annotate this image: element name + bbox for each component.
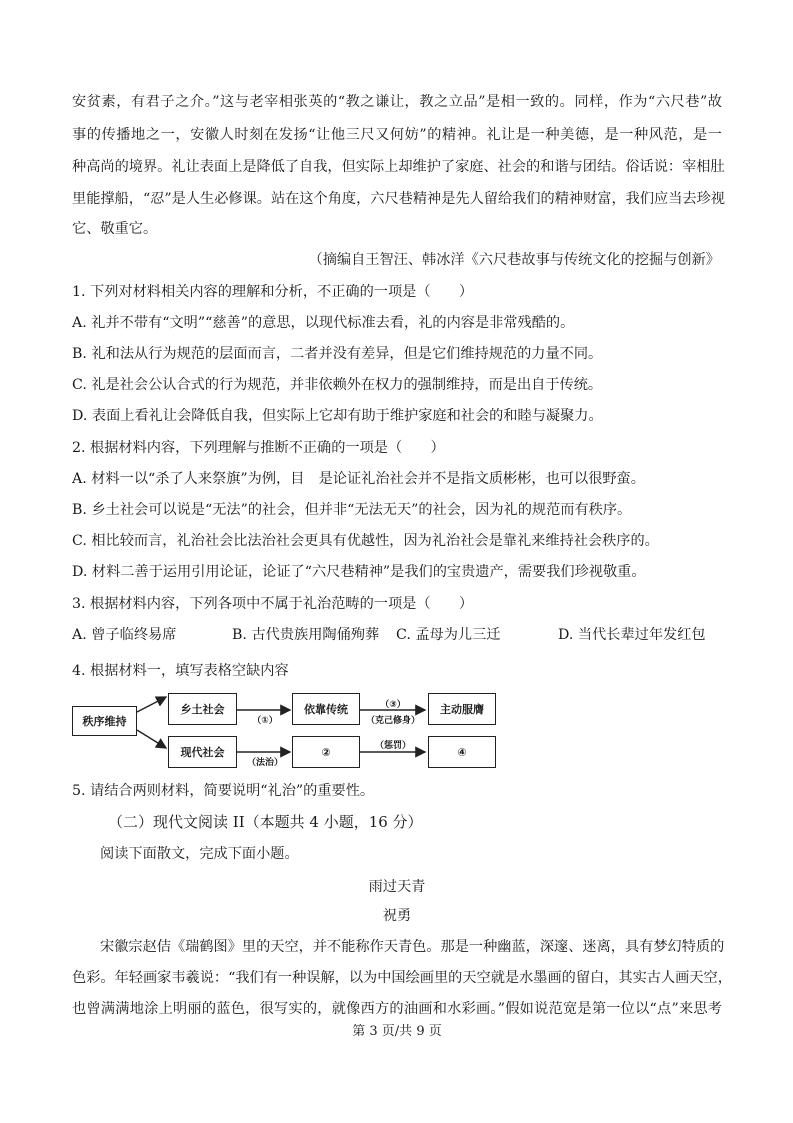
section-title: （二）现代文阅读 II（本题共 4 小题，16 分） <box>108 813 423 831</box>
question-2-option-b: B. 乡土社会可以说是“无法”的社会，但并非“无法无天”的社会，因为礼的规范而有秩序。 <box>72 502 632 518</box>
diagram-root-box: 秩序维持 <box>72 706 137 736</box>
essay-text-line: 色彩。年轻画家韦羲说：“我们有一种误解，以为中国绘画里的天空就是水墨画的留白，其实古人画天空， <box>72 970 732 986</box>
diagram-label-3b: （克己修身） <box>365 716 420 726</box>
question-2-option-c: C. 相比较而言，礼治社会比法治社会更具有优越性，因为礼治社会是靠礼来维持社会秩序的。 <box>72 533 659 549</box>
diagram-bottom-end: ④ <box>428 736 496 768</box>
body-text-line: 事的传播地之一，安徽人时刻在发扬“让他三尺又何妨”的精神。礼让是一种美德，是一种风范，是一 <box>72 127 722 143</box>
diagram-label-punish: （惩罚） <box>374 741 411 751</box>
question-3-option-a: A. 曾子临终易席 <box>72 627 177 643</box>
question-3-option-b: B. 古代贵族用陶俑殉葬 <box>232 627 380 643</box>
arrow-root-to-bottom <box>137 730 166 748</box>
body-text-line: 种高尚的境界。礼让表面上是降低了自我，但实际上却维护了家庭、社会的和谐与团结。俗话说：宰相肚 <box>72 159 725 175</box>
diagram-bottom-mid: ② <box>292 736 360 768</box>
question-3-option-c: C. 孟母为儿三迁 <box>396 627 501 643</box>
question-3-stem: 3. 根据材料内容，下列各项中不属于礼治范畴的一项是（ ） <box>72 596 474 612</box>
question-3-option-d: D. 当代长辈过年发红包 <box>558 627 706 643</box>
question-1-option-b: B. 礼和法从行为规范的层面而言，二者并没有差异，但是它们维持规范的力量不同。 <box>72 346 603 362</box>
citation: （摘编自王智汪、韩冰洋《六尺巷故事与传统文化的挖掘与创新》 <box>308 252 720 268</box>
diagram-top-node: 乡土社会 <box>168 693 237 725</box>
diagram-label-law: （法治） <box>246 758 283 768</box>
diagram-label-3: （③） <box>380 700 406 710</box>
question-2-option-d: D. 材料二善于运用引用论证，论证了“六尺巷精神”是我们的宝贵遗产，需要我们珍视敬重。 <box>72 564 646 580</box>
question-2-stem: 2. 根据材料内容，下列理解与推断不正确的一项是（ ） <box>72 440 445 456</box>
question-4-stem: 4. 根据材料一，填写表格空缺内容 <box>72 663 289 679</box>
question-5-stem: 5. 请结合两则材料，简要说明“礼治”的重要性。 <box>72 783 375 799</box>
diagram-top-mid: 依靠传统 <box>292 693 360 725</box>
essay-title: 雨过天青 <box>368 879 426 895</box>
question-1-option-d: D. 表面上看礼让会降低自我，但实际上它却有助于维护家庭和社会的和睦与凝聚力。 <box>72 408 603 424</box>
question-2-option-a: A. 材料一以“杀了人来祭旗”为例，目 是论证礼治社会并不是指文质彬彬，也可以很野蛮。 <box>72 471 645 487</box>
body-text-line: 里能撑船，“忍”是人生必修课。站在这个角度，六尺巷精神是先人留给我们的精神财富，我们应当去珍视 <box>72 191 725 207</box>
body-text-line: 它、敬重它。 <box>72 221 158 237</box>
instruction: 阅读下面散文，完成下面小题。 <box>100 846 299 862</box>
question-1-option-c: C. 礼是社会公认合式的行为规范，并非依赖外在权力的强制维持，而是出自于传统。 <box>72 377 603 393</box>
essay-text-line: 宋徽宗赵佶《瑞鹤图》里的天空，并不能称作天青色。那是一种幽蓝，深邃、迷离，具有梦幻特质的 <box>100 939 725 955</box>
arrow-root-to-top <box>137 697 166 712</box>
body-text-line: 安贫素，有君子之介。”这与老宰相张英的“教之谦让，教之立品”是相一致的。同样，作为“六尺巷”故 <box>72 94 722 110</box>
diagram-top-end: 主动服膺 <box>428 693 496 725</box>
question-1-stem: 1. 下列对材料相关内容的理解和分析，不正确的一项是（ ） <box>72 284 474 300</box>
essay-author: 祝勇 <box>382 908 412 924</box>
question-1-option-a: A. 礼并不带有“文明”“慈善”的意思，以现代标准去看，礼的内容是非常残酷的。 <box>72 315 575 331</box>
essay-text-line: 也曾满满地涂上明丽的蓝色，很写实的，就像西方的油画和水彩画。”假如说范宽是第一位以“点”来思考 <box>72 1001 722 1017</box>
diagram-label-1: （①） <box>252 716 278 726</box>
page-footer: 第 3 页/共 9 页 <box>352 1024 442 1039</box>
diagram-bottom-node: 现代社会 <box>168 736 237 768</box>
